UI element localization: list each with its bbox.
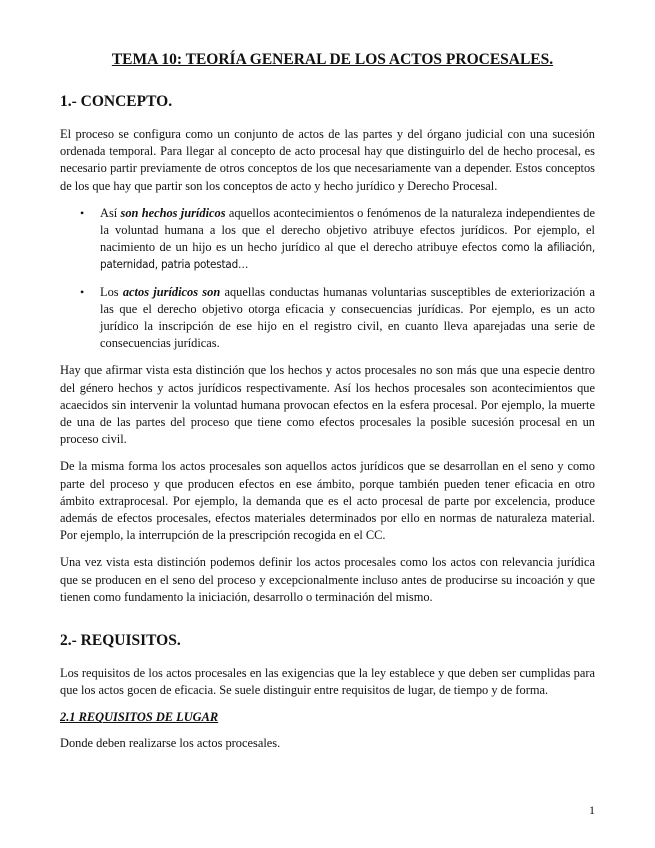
document-title: TEMA 10: TEORÍA GENERAL DE LOS ACTOS PROCESALES. (111, 51, 554, 68)
bullet-dot-icon: • (80, 205, 85, 220)
bullet-lead: Los (100, 284, 123, 299)
paragraph-actos-procesales: De la misma forma los actos procesales son aquellos actos jurídicos que se desarrollan en el seno y como parte del proceso y que producen efectos en ese ámbito, porque también pueden tener eficacia en otro ámbito extraprocesal. Por ejemplo, la demanda que es el acto procesal de parte por excelencia, produce además de efectos procesales, efectos materiales determinados por ello en normas de naturaleza material. Por ejemplo, la interrupción de la prescripción recogida en el CC. (60, 459, 595, 543)
bullet-text: aquellas conductas humanas voluntarias susceptibles de exteriorización a las que el derecho objetivo otorga eficacia y consecuencias jurídicas. Por ejemplo, es un acto jurídico la inscripción de ese hijo en el registro civil, en cuanto lleva aparejadas una serie de consecuencias jurídicas. (100, 284, 595, 351)
bullet-dot-icon: • (80, 284, 85, 299)
subheading-requisitos-lugar: 2.1 REQUISITOS DE LUGAR (60, 710, 219, 725)
paragraph-requisitos-intro: Los requisitos de los actos procesales en las exigencias que la ley establece y que deben ser cumplidas para que los actos gocen de eficacia. Se suele distinguir entre requisitos de lugar, de tiempo y de forma. (60, 666, 595, 698)
bullet-lead: Así (100, 205, 121, 220)
bullet-item-actos-juridicos (60, 284, 595, 353)
paragraph-hechos-procesales: Hay que afirmar vista esta distinción que los hechos y actos procesales no son más que una especie dentro del género hechos y actos jurídicos respectivamente. Así los hechos procesales son acontecimientos que acaecidos sin intervenir la voluntad humana provocan efectos en la esfera procesal. Por ejemplo, la muerte de una de las partes del proceso que tiene como efectos procesales la posible sucesión procesal en un proceso civil. (60, 363, 595, 447)
bullet-item-hechos-juridicos (60, 205, 595, 274)
section-heading-requisitos: 2.- REQUISITOS. (60, 632, 181, 650)
bullet-list-conceptos (60, 205, 595, 353)
bullet-text: aquellos acontecimientos o fenómenos de la naturaleza independientes de la voluntad humana a los que el derecho objetivo atribuye efectos jurídicos. Por ejemplo, el nacimiento de un hijo es un hecho jurídico al que el derecho atribuye efectos (100, 205, 595, 255)
bullet-term: actos jurídicos son (122, 284, 221, 299)
paragraph-concepto-intro: El proceso se configura como un conjunto de actos de las partes y del órgano judicial con una sucesión ordenada temporal. Para llegar al concepto de acto procesal hay que distinguirlo del de hecho procesal, es necesario partir previamente de otros conceptos de los que necesariamente van a depender. Estos conceptos de los que hay que partir son los conceptos de acto y hecho jurídico y Derecho Procesal. (60, 127, 595, 193)
section-heading-concepto: 1.- CONCEPTO. (60, 93, 173, 110)
bullet-term: son hechos jurídicos (120, 205, 226, 220)
bullet-tail: como la afiliación, paternidad, patria potestad… (100, 240, 596, 272)
paragraph-requisitos-lugar: Donde deben realizarse los actos procesales. (60, 736, 281, 751)
page-number: 1 (589, 803, 595, 817)
paragraph-definicion: Una vez vista esta distinción podemos definir los actos procesales como los actos con relevancia jurídica que se producen en el seno del proceso y excepcionalmente incluso antes de producirse su incoación y que tienen como fundamento la iniciación, desarrollo o terminación del mismo. (60, 555, 595, 604)
